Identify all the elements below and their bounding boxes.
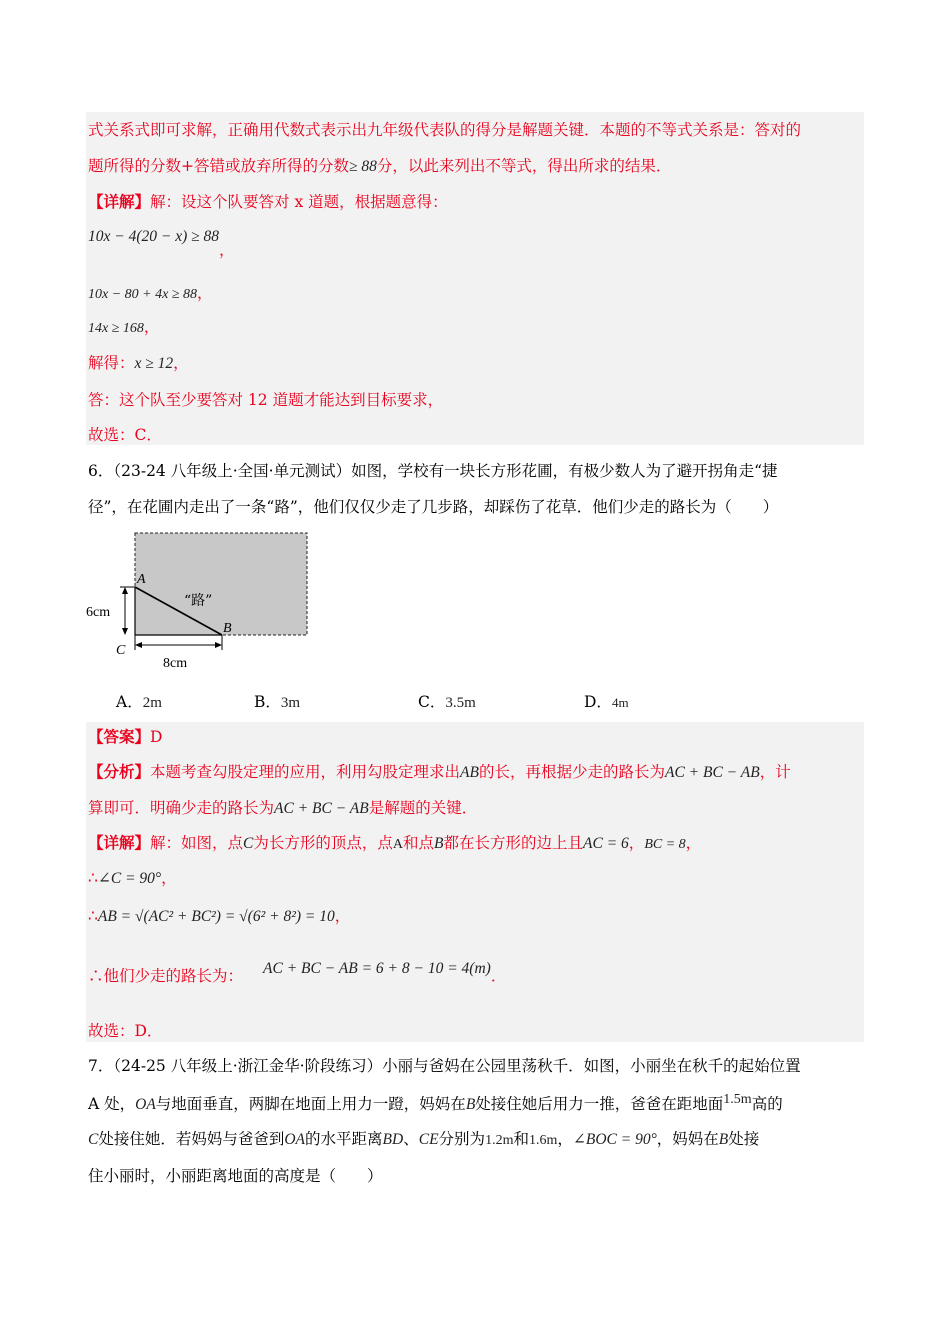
eq3-math: 14x ≥ 168 xyxy=(88,321,144,336)
solution1-detail xyxy=(88,192,448,212)
solution1-line2-text-b: 分，以此来列出不等式，得出所求的结果． xyxy=(376,157,672,175)
q7-3e: 分别为 xyxy=(438,1130,486,1148)
answer-line: 答：这个队至少要答对 12 道题才能达到目标要求， xyxy=(88,391,444,409)
answer-tag: 【答案】 xyxy=(88,727,151,746)
q7-3h: ，妈妈在 xyxy=(656,1130,719,1148)
step2-comma: ， xyxy=(334,907,351,925)
detail-tag: 【详解】 xyxy=(88,192,151,211)
option-a-value: 2m xyxy=(142,695,162,711)
choice-line-1: 故选：C． xyxy=(88,426,162,444)
detail-text: 解：设这个队要答对 x 道题，根据题意得： xyxy=(150,193,448,211)
analysis-1m: AB xyxy=(460,764,479,781)
question7-line1: 7．（24-25 八年级上·浙江金华·阶段练习）小丽与爸妈在公园里荡秋千．如图，小丽坐在秋千的起始位置 xyxy=(88,1057,801,1075)
q7-2m3: 1.5m xyxy=(723,1092,752,1107)
eq2-math: 10x − 80 + 4x ≥ 88 xyxy=(88,287,198,302)
solution2-step3 xyxy=(88,960,507,987)
option-c[interactable] xyxy=(418,690,476,712)
equation-1 xyxy=(88,226,235,259)
option-a[interactable] xyxy=(116,690,162,712)
q7-3a: C xyxy=(88,1131,99,1148)
analysis-2b: 是解题的关键． xyxy=(368,799,478,817)
solve-math: x ≥ 12 xyxy=(134,355,174,372)
question6-line2: 径”，在花圃内走出了一条“路”，他们仅仅少走了几步路，却踩伤了花草．他们少走的路长为（ ） xyxy=(88,498,779,516)
q7-2b: 与地面垂直，两脚在地面上用力一蹬，妈妈在 xyxy=(155,1095,466,1113)
q7-3g: ， xyxy=(557,1130,573,1148)
detail2-end: ， xyxy=(685,834,702,852)
q7-3m3: CE xyxy=(418,1131,439,1148)
step2-math: AB = √(AC² + BC²) = √(6² + 8²) = 10 xyxy=(97,908,335,925)
eq1-comma: ， xyxy=(219,241,235,259)
question7-line4: 住小丽时，小丽距离地面的高度是（ ） xyxy=(88,1167,383,1185)
solution2-analysis-2 xyxy=(88,798,477,819)
question7-line2 xyxy=(88,1094,783,1116)
eq2-comma: ， xyxy=(197,284,213,302)
solution2-detail xyxy=(88,833,701,855)
solution1-line2 xyxy=(88,156,671,177)
q7-3m2: BD xyxy=(382,1131,404,1148)
option-b-letter: B． xyxy=(254,693,281,711)
q7-2d: 高的 xyxy=(751,1095,783,1113)
q7-2m2: B xyxy=(465,1096,476,1113)
detail2-m4: AC = 6 xyxy=(583,835,629,852)
step2-sym: ∴ xyxy=(88,907,98,925)
question7-line3 xyxy=(88,1129,759,1151)
analysis-1c: ，计 xyxy=(759,763,791,781)
solution2-analysis-1 xyxy=(88,762,791,783)
solution2-step2 xyxy=(88,906,350,927)
detail2-m2: A xyxy=(392,837,404,852)
step3-text: ∴他们少走的路长为： xyxy=(88,967,244,985)
solve-comma: ， xyxy=(173,354,189,372)
label-b: B xyxy=(223,621,232,636)
step1-comma: ， xyxy=(161,869,177,887)
option-c-value: 3.5m xyxy=(445,695,476,711)
analysis-1a: 本题考查勾股定理的应用，利用勾股定理求出 xyxy=(150,763,461,781)
detail2-d: 都在长方形的边上且 xyxy=(443,834,584,852)
question6-line1: 6．（23-24 八年级上·全国·单元测试）如图，学校有一块长方形花圃，有极少数人为了避开拐角走“捷 xyxy=(88,462,778,480)
dim-8cm-arrow-right xyxy=(215,642,222,648)
option-a-letter: A． xyxy=(116,693,143,711)
detail2-m3: B xyxy=(434,835,444,852)
answer-value: D xyxy=(150,728,163,746)
q7-2m: OA xyxy=(135,1096,156,1113)
q7-3m5: 1.6m xyxy=(528,1133,558,1148)
step1-sym: ∴ xyxy=(88,869,98,887)
step1-math: ∠C = 90° xyxy=(97,870,162,887)
solution1-line2-text-a: 题所得的分数+答错或放弃所得的分数 xyxy=(88,157,349,175)
step3-period: ． xyxy=(490,967,507,985)
eq1-math: 10x − 4(20 − x) ≥ 88 xyxy=(88,228,220,245)
detail2-b: 为长方形的顶点，点 xyxy=(253,834,393,852)
q7-3c: 的水平距离 xyxy=(305,1130,383,1148)
analysis-tag: 【分析】 xyxy=(88,762,151,781)
equation-2 xyxy=(88,283,213,305)
analysis-2a: 算即可．明确少走的路长为 xyxy=(88,799,275,817)
detail2-tag: 【详解】 xyxy=(88,833,151,852)
detail2-c: 和点 xyxy=(403,834,435,852)
option-c-letter: C． xyxy=(418,693,446,711)
q7-3d: 、 xyxy=(403,1130,419,1148)
q7-3m: OA xyxy=(284,1131,306,1148)
option-d[interactable] xyxy=(584,690,629,712)
q7-2a: A 处， xyxy=(88,1095,136,1113)
label-road: “路” xyxy=(184,593,213,609)
equation-3 xyxy=(88,317,159,339)
option-d-letter: D． xyxy=(584,693,612,711)
q7-3f: 和 xyxy=(513,1130,529,1148)
choice-line-2: 故选：D． xyxy=(88,1022,163,1040)
option-b[interactable] xyxy=(254,690,300,712)
analysis-2m: AC + BC − AB xyxy=(274,800,369,817)
option-b-value: 3m xyxy=(280,695,301,711)
label-a: A xyxy=(137,572,146,587)
q7-3m7: B xyxy=(718,1131,729,1148)
q7-2c: 处接住她后用力一推，爸爸在距地面 xyxy=(475,1095,724,1113)
label-6cm: 6cm xyxy=(86,605,111,620)
detail2-sep: ， xyxy=(628,834,645,852)
option-d-value: 4m xyxy=(611,695,629,710)
label-c: C xyxy=(116,643,126,658)
solve-label: 解得： xyxy=(88,354,135,372)
step3-math: AC + BC − AB = 6 + 8 − 10 = 4(m) xyxy=(263,960,491,977)
detail2-a: 解：如图，点 xyxy=(150,834,244,852)
solution1-line1: 式关系式即可求解，正确用代数式表示出九年级代表队的得分是解题关键．本题的不等式关系是：答对的 xyxy=(88,121,802,139)
eq3-comma: ， xyxy=(143,318,160,336)
q7-3b: 处接住她．若妈妈与爸爸到 xyxy=(98,1130,285,1148)
solution2-step1 xyxy=(88,868,177,889)
solve-line xyxy=(88,353,189,374)
q7-3m4: 1.2m xyxy=(485,1133,514,1148)
dim-6cm-arrow-top xyxy=(122,587,128,594)
dim-6cm-arrow-bottom xyxy=(122,628,128,635)
analysis-1m2: AC + BC − AB xyxy=(664,764,760,781)
analysis-1b: 的长，再根据少走的路长为 xyxy=(478,763,665,781)
question6-figure xyxy=(80,525,320,675)
solution2-answer xyxy=(88,727,162,747)
q7-3m6: ∠BOC = 90° xyxy=(572,1131,657,1148)
label-8cm: 8cm xyxy=(163,656,188,671)
dim-8cm-arrow-left xyxy=(135,642,142,648)
detail2-m1: C xyxy=(243,835,254,852)
solution1-line2-math: ≥ 88 xyxy=(349,158,377,175)
detail2-m5: BC = 8 xyxy=(644,837,686,852)
q7-3i: 处接 xyxy=(728,1130,760,1148)
